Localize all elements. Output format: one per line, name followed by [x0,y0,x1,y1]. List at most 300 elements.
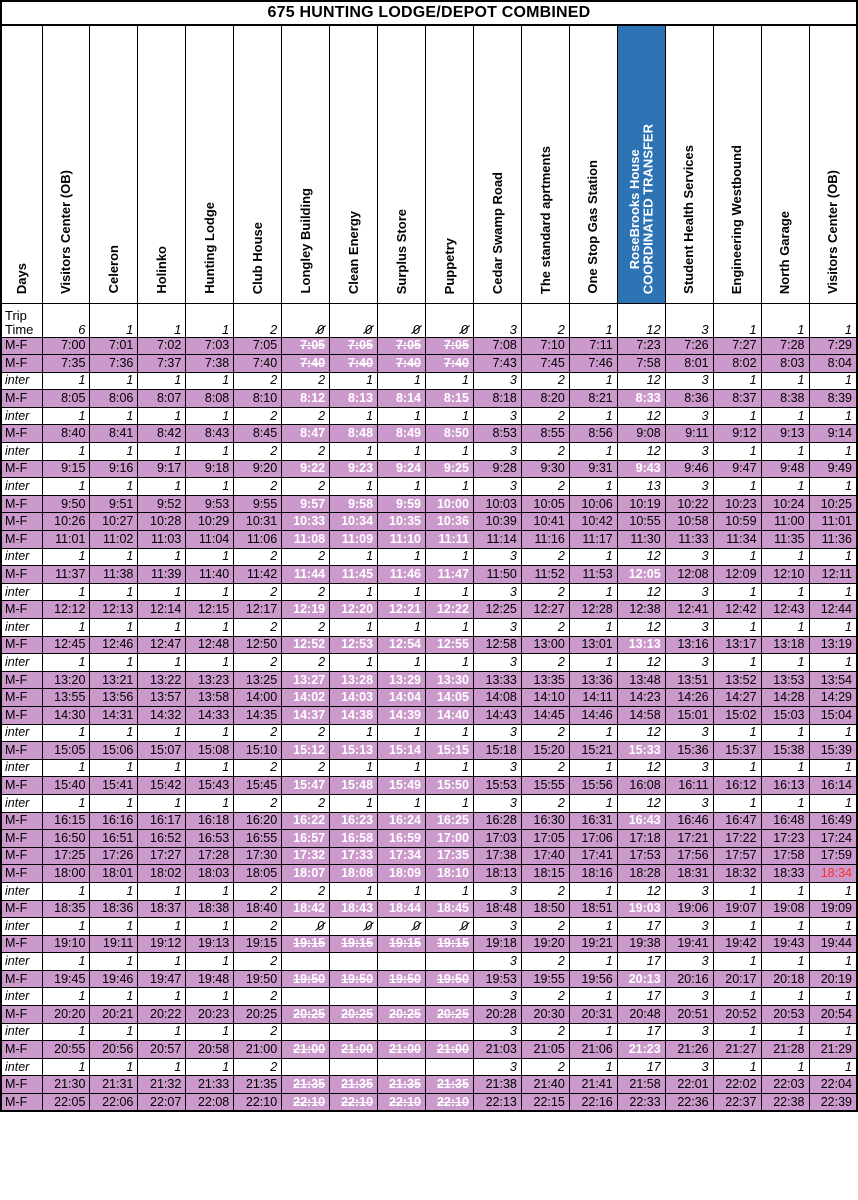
time-cell: 13:19 [809,636,857,654]
time-cell: 9:59 [378,495,426,513]
time-cell: 14:38 [330,706,378,724]
trip-row [1,900,857,918]
time-cell: 12:52 [282,636,330,654]
interval-cell: 1 [713,953,761,971]
time-cell: 14:11 [569,689,617,707]
trip-time-label: Trip Time [1,303,42,337]
day-cell: M-F [1,935,42,953]
day-cell: inter [1,619,42,637]
trip-row [1,1094,857,1112]
time-cell: 16:46 [665,812,713,830]
struck-zero: 0 [317,918,325,933]
interval-cell: 1 [42,1023,90,1041]
time-cell: 13:52 [713,671,761,689]
interval-cell: 2 [282,724,330,742]
time-cell: 7:05 [282,337,330,355]
interval-cell: 1 [761,372,809,390]
interval-cell: 1 [761,548,809,566]
time-cell: 19:50 [282,970,330,988]
time-cell: 9:20 [234,460,282,478]
interval-cell: 1 [90,372,138,390]
time-cell: 21:58 [617,1076,665,1094]
time-cell: 12:28 [569,601,617,619]
day-cell: inter [1,1023,42,1041]
time-cell: 14:45 [521,706,569,724]
interval-cell: 1 [569,583,617,601]
column-header-label: The standard aprtments [537,145,553,294]
time-cell: 13:29 [378,671,426,689]
interval-cell: 1 [138,548,186,566]
trip-time-value: 2 [521,303,569,337]
trip-row [1,1041,857,1059]
time-cell: 19:50 [378,970,426,988]
interval-cell: 2 [234,443,282,461]
interval-row [1,759,857,777]
interval-cell: 1 [809,478,857,496]
time-cell: 21:27 [713,1041,761,1059]
interval-cell: 1 [378,882,426,900]
time-cell: 22:39 [809,1094,857,1112]
time-cell: 10:33 [282,513,330,531]
time-cell: 16:17 [138,812,186,830]
time-cell: 21:33 [186,1076,234,1094]
time-cell: 19:44 [809,935,857,953]
time-cell: 20:54 [809,1006,857,1024]
time-cell: 22:10 [378,1094,426,1112]
trip-row [1,671,857,689]
time-cell: 14:02 [282,689,330,707]
trip-time-value [378,303,426,337]
column-header-surplus-store [378,25,426,303]
column-header-puppetry [426,25,474,303]
column-header-one-stop-gas-station [569,25,617,303]
trip-row [1,830,857,848]
interval-cell: 1 [761,794,809,812]
interval-cell: 1 [330,882,378,900]
time-cell: 15:42 [138,777,186,795]
column-header-days [1,25,42,303]
time-cell: 18:38 [186,900,234,918]
time-cell: 8:40 [42,425,90,443]
time-cell: 20:31 [569,1006,617,1024]
interval-row [1,724,857,742]
interval-cell: 2 [282,478,330,496]
time-cell: 7:11 [569,337,617,355]
interval-cell: 2 [282,654,330,672]
interval-cell: 1 [378,478,426,496]
time-cell: 13:16 [665,636,713,654]
time-cell: 20:51 [665,1006,713,1024]
time-cell: 19:15 [426,935,474,953]
interval-cell: 1 [186,443,234,461]
time-cell: 19:13 [186,935,234,953]
interval-cell: 1 [90,583,138,601]
interval-cell: 3 [665,654,713,672]
time-cell: 11:46 [378,566,426,584]
interval-cell: 1 [186,654,234,672]
time-cell: 8:04 [809,355,857,373]
time-cell: 14:03 [330,689,378,707]
time-cell: 18:50 [521,900,569,918]
time-cell: 22:38 [761,1094,809,1112]
time-cell: 7:37 [138,355,186,373]
interval-cell: 1 [186,953,234,971]
column-header-hunting-lodge [186,25,234,303]
interval-row [1,988,857,1006]
interval-cell: 1 [809,1023,857,1041]
interval-cell: 1 [809,372,857,390]
time-cell: 18:02 [138,865,186,883]
struck-zero: 0 [364,321,373,337]
interval-cell: 1 [761,724,809,742]
interval-cell: 2 [282,407,330,425]
interval-cell: 2 [234,759,282,777]
time-cell: 16:22 [282,812,330,830]
time-cell: 7:35 [42,355,90,373]
interval-cell: 2 [521,918,569,936]
time-cell: 17:23 [761,830,809,848]
time-cell: 21:05 [521,1041,569,1059]
trip-row [1,355,857,373]
time-cell: 20:23 [186,1006,234,1024]
time-cell: 17:30 [234,847,282,865]
trip-row [1,847,857,865]
interval-cell: 13 [617,478,665,496]
time-cell: 20:57 [138,1041,186,1059]
interval-cell: 1 [138,724,186,742]
interval-cell: 1 [809,1058,857,1076]
day-cell: inter [1,654,42,672]
struck-zero: 0 [460,321,468,337]
day-cell: inter [1,918,42,936]
time-cell: 14:28 [761,689,809,707]
day-cell: M-F [1,337,42,355]
trip-time-value [330,303,378,337]
column-header-label: Surplus Store [393,208,409,294]
interval-cell: 1 [42,443,90,461]
day-cell: M-F [1,812,42,830]
time-cell: 22:10 [282,1094,330,1112]
interval-cell: 1 [761,407,809,425]
interval-cell: 3 [665,988,713,1006]
time-cell: 18:08 [330,865,378,883]
time-cell: 10:28 [138,513,186,531]
interval-cell: 1 [569,724,617,742]
time-cell: 12:48 [186,636,234,654]
trip-row [1,566,857,584]
time-cell: 8:50 [426,425,474,443]
interval-cell: 1 [713,548,761,566]
interval-cell: 1 [42,953,90,971]
time-cell: 19:20 [521,935,569,953]
interval-cell: 1 [426,407,474,425]
interval-cell: 12 [617,619,665,637]
time-cell: 15:43 [186,777,234,795]
time-cell: 8:13 [330,390,378,408]
interval-cell: 1 [378,443,426,461]
interval-cell: 2 [521,953,569,971]
day-cell: inter [1,724,42,742]
time-cell: 16:11 [665,777,713,795]
time-cell: 16:55 [234,830,282,848]
interval-cell: 1 [186,988,234,1006]
time-cell: 10:05 [521,495,569,513]
time-cell: 17:27 [138,847,186,865]
time-cell: 7:26 [665,337,713,355]
interval-cell: 3 [665,583,713,601]
trip-time-value: 1 [809,303,857,337]
interval-cell [378,1023,426,1041]
interval-cell: 2 [234,918,282,936]
interval-cell: 2 [234,1058,282,1076]
time-cell: 8:33 [617,390,665,408]
time-cell: 18:40 [234,900,282,918]
time-cell: 15:56 [569,777,617,795]
column-header-label: Holinko [154,246,170,294]
time-cell: 12:43 [761,601,809,619]
time-cell: 20:48 [617,1006,665,1024]
interval-cell: 1 [138,953,186,971]
day-cell: M-F [1,1094,42,1112]
time-cell: 7:40 [282,355,330,373]
time-cell: 14:00 [234,689,282,707]
time-cell: 8:49 [378,425,426,443]
time-cell: 21:29 [809,1041,857,1059]
time-cell: 12:53 [330,636,378,654]
time-cell: 20:13 [617,970,665,988]
interval-cell: 1 [186,724,234,742]
trip-time-value: 1 [713,303,761,337]
column-header-label: Days [13,262,29,294]
time-cell: 16:51 [90,830,138,848]
time-cell: 17:05 [521,830,569,848]
interval-cell: 1 [761,1058,809,1076]
interval-cell: 1 [569,443,617,461]
interval-cell [426,988,474,1006]
time-cell: 16:28 [473,812,521,830]
time-cell: 8:12 [282,390,330,408]
time-cell: 15:06 [90,742,138,760]
day-cell: M-F [1,531,42,549]
time-cell: 21:32 [138,1076,186,1094]
time-cell: 11:42 [234,566,282,584]
interval-cell: 1 [186,759,234,777]
time-cell: 16:57 [282,830,330,848]
time-cell: 16:12 [713,777,761,795]
interval-cell: 1 [426,548,474,566]
day-cell: inter [1,372,42,390]
time-cell: 22:33 [617,1094,665,1112]
time-cell: 16:14 [809,777,857,795]
time-cell: 10:03 [473,495,521,513]
interval-cell: 2 [521,372,569,390]
trip-row [1,513,857,531]
interval-cell: 1 [138,759,186,777]
column-header-label: Longley Building [297,188,313,294]
time-cell: 15:37 [713,742,761,760]
interval-cell: 2 [234,654,282,672]
time-cell: 15:01 [665,706,713,724]
interval-cell: 3 [665,478,713,496]
time-cell: 19:42 [713,935,761,953]
time-cell: 15:18 [473,742,521,760]
time-cell: 11:17 [569,531,617,549]
column-header-label: Celeron [106,245,122,294]
interval-cell: 3 [473,794,521,812]
interval-cell: 1 [138,619,186,637]
interval-cell: 1 [42,478,90,496]
time-cell: 8:39 [809,390,857,408]
time-cell: 15:38 [761,742,809,760]
time-cell: 13:33 [473,671,521,689]
day-cell: M-F [1,1006,42,1024]
time-cell: 7:23 [617,337,665,355]
column-header-the-standard-aprtments [521,25,569,303]
time-cell: 20:25 [426,1006,474,1024]
day-cell: M-F [1,601,42,619]
time-cell: 8:42 [138,425,186,443]
time-cell: 7:45 [521,355,569,373]
time-cell: 21:40 [521,1076,569,1094]
interval-cell: 2 [282,583,330,601]
time-cell: 12:12 [42,601,90,619]
interval-cell: 1 [42,548,90,566]
time-cell: 10:31 [234,513,282,531]
time-cell: 16:08 [617,777,665,795]
interval-cell: 2 [521,724,569,742]
interval-cell: 1 [713,372,761,390]
interval-cell: 1 [426,443,474,461]
time-cell: 20:25 [330,1006,378,1024]
interval-cell: 1 [713,583,761,601]
trip-row [1,812,857,830]
interval-cell: 1 [569,988,617,1006]
time-cell: 13:58 [186,689,234,707]
column-header-north-garage [761,25,809,303]
interval-cell: 2 [282,619,330,637]
time-cell: 9:12 [713,425,761,443]
time-cell: 13:56 [90,689,138,707]
interval-cell: 3 [473,724,521,742]
interval-row [1,953,857,971]
time-cell: 16:13 [761,777,809,795]
column-header-club-house [234,25,282,303]
time-cell: 14:30 [42,706,90,724]
trip-row [1,1006,857,1024]
time-cell: 14:58 [617,706,665,724]
interval-cell: 1 [761,654,809,672]
time-cell: 17:34 [378,847,426,865]
interval-cell: 1 [378,794,426,812]
interval-cell [330,918,378,936]
interval-cell: 3 [665,794,713,812]
interval-cell: 1 [42,794,90,812]
time-cell: 20:18 [761,970,809,988]
time-cell: 19:11 [90,935,138,953]
time-cell: 19:50 [234,970,282,988]
interval-cell: 1 [186,918,234,936]
interval-cell: 1 [426,759,474,777]
time-cell: 7:05 [378,337,426,355]
time-cell: 15:13 [330,742,378,760]
interval-cell: 1 [426,619,474,637]
time-cell: 21:28 [761,1041,809,1059]
time-cell: 9:17 [138,460,186,478]
time-cell: 13:36 [569,671,617,689]
time-cell: 12:45 [42,636,90,654]
time-cell: 11:47 [426,566,474,584]
time-cell: 18:05 [234,865,282,883]
time-cell: 16:58 [330,830,378,848]
time-cell: 16:24 [378,812,426,830]
time-cell: 19:10 [42,935,90,953]
time-cell: 12:42 [713,601,761,619]
interval-cell [426,1058,474,1076]
interval-cell: 1 [713,1058,761,1076]
time-cell: 11:14 [473,531,521,549]
interval-cell: 1 [90,654,138,672]
time-cell: 13:23 [186,671,234,689]
time-cell: 10:35 [378,513,426,531]
time-cell: 16:43 [617,812,665,830]
time-cell: 22:10 [234,1094,282,1112]
time-cell: 14:27 [713,689,761,707]
time-cell: 17:56 [665,847,713,865]
day-cell: M-F [1,1041,42,1059]
time-cell: 11:37 [42,566,90,584]
time-cell: 7:05 [426,337,474,355]
interval-cell: 1 [186,548,234,566]
interval-cell: 1 [569,794,617,812]
day-cell: M-F [1,830,42,848]
time-cell: 12:10 [761,566,809,584]
time-cell: 17:59 [809,847,857,865]
interval-cell: 2 [282,794,330,812]
time-cell: 7:00 [42,337,90,355]
interval-cell: 3 [473,548,521,566]
time-cell: 20:21 [90,1006,138,1024]
time-cell: 18:10 [426,865,474,883]
interval-cell: 1 [138,654,186,672]
trip-row [1,425,857,443]
time-cell: 17:00 [426,830,474,848]
time-cell: 13:22 [138,671,186,689]
time-cell: 22:03 [761,1076,809,1094]
interval-cell: 1 [42,759,90,777]
time-cell: 16:59 [378,830,426,848]
time-cell: 12:41 [665,601,713,619]
time-cell: 9:25 [426,460,474,478]
time-cell: 17:22 [713,830,761,848]
interval-cell: 1 [138,407,186,425]
time-cell: 16:16 [90,812,138,830]
interval-cell: 17 [617,1058,665,1076]
interval-cell: 2 [234,1023,282,1041]
interval-cell: 1 [569,654,617,672]
time-cell: 19:45 [42,970,90,988]
time-cell: 22:13 [473,1094,521,1112]
interval-cell: 1 [569,407,617,425]
interval-cell: 1 [713,759,761,777]
interval-cell: 1 [713,407,761,425]
interval-cell: 1 [138,443,186,461]
time-cell: 12:21 [378,601,426,619]
time-cell: 13:54 [809,671,857,689]
time-cell: 17:40 [521,847,569,865]
time-cell: 7:40 [330,355,378,373]
time-cell: 13:35 [521,671,569,689]
day-cell: M-F [1,777,42,795]
